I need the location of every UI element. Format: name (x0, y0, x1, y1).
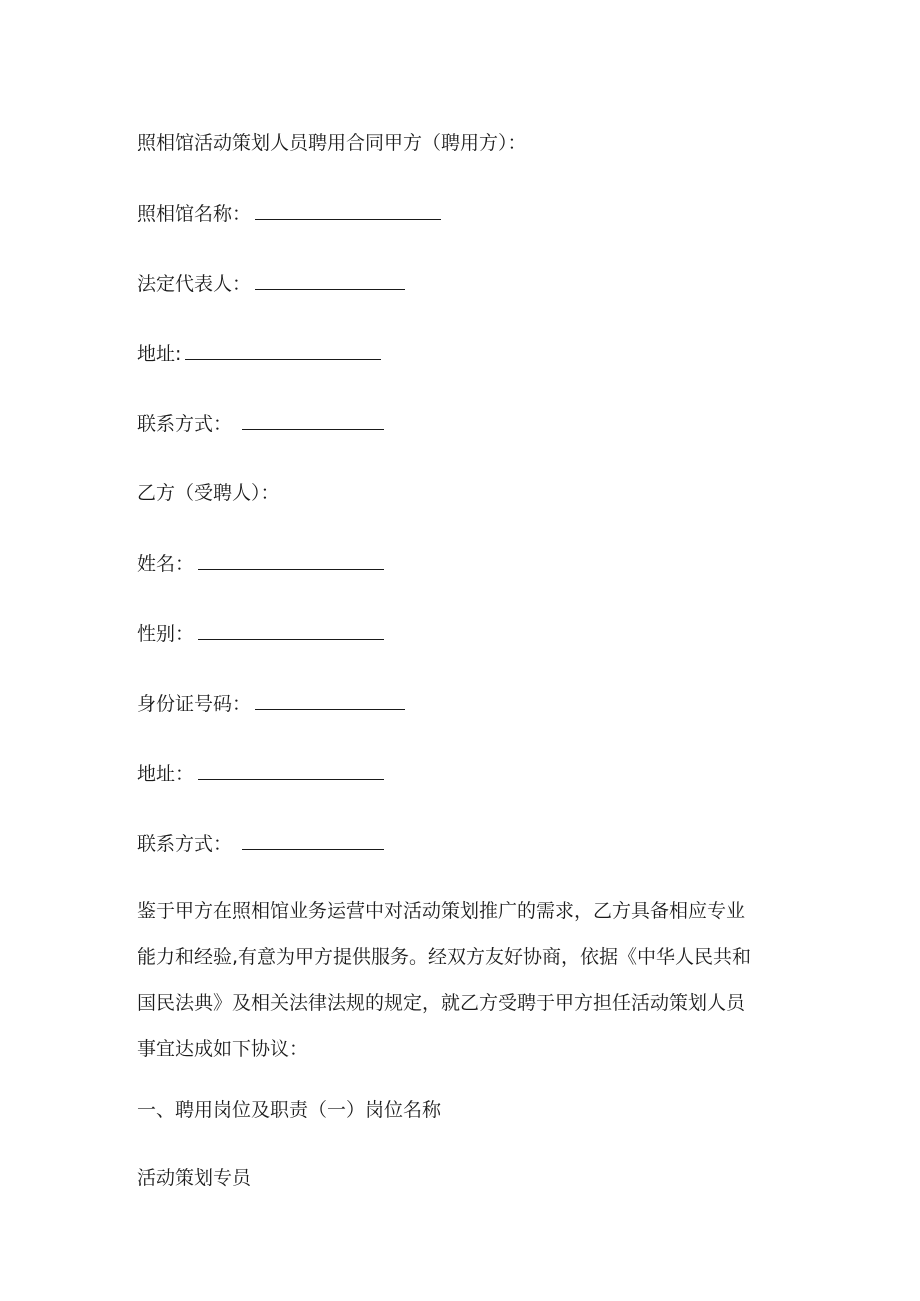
party-a-contact-row (137, 411, 384, 436)
preamble-line: 鉴于甲方在照相馆业务运营中对活动策划推广的需求，乙方具备相应专业 (137, 900, 746, 922)
legal-rep-row (137, 271, 405, 296)
section-1-heading (137, 1098, 441, 1122)
studio-name-row (137, 201, 441, 226)
party-b-gender-label: 性别： (137, 623, 195, 645)
party-b-name-label: 姓名： (137, 553, 195, 575)
party-b-heading (137, 481, 280, 505)
preamble-line: 国民法典》及相关法律法规的规定，就乙方受聘于甲方担任活动策划人员 (137, 992, 746, 1014)
party-b-id-row (137, 691, 405, 716)
party-a-contact-blank[interactable] (242, 411, 384, 430)
legal-rep-blank[interactable] (255, 271, 405, 290)
party-b-address-label: 地址： (137, 763, 195, 785)
party-a-address-row (137, 341, 381, 366)
studio-name-blank[interactable] (255, 201, 441, 220)
party-b-contact-row (137, 831, 384, 856)
title-text: 照相馆活动策划人员聘用合同甲方（聘用方）： (137, 132, 527, 154)
preamble-line: 事宜达成如下协议： (137, 1038, 309, 1060)
party-b-gender-blank[interactable] (198, 621, 384, 640)
party-b-address-row (137, 761, 384, 786)
party-b-name-blank[interactable] (198, 551, 384, 570)
position-name (137, 1166, 251, 1190)
studio-name-label: 照相馆名称： (137, 203, 252, 225)
party-b-heading-text: 乙方（受聘人）： (137, 482, 280, 504)
party-b-address-blank[interactable] (198, 761, 384, 780)
party-a-address-blank[interactable] (185, 341, 381, 360)
party-a-contact-label: 联系方式： (137, 413, 233, 435)
preamble-paragraph (137, 888, 797, 1072)
party-a-address-label: 地址: (137, 343, 182, 365)
party-b-gender-row (137, 621, 384, 646)
party-b-id-blank[interactable] (255, 691, 405, 710)
party-b-id-label: 身份证号码： (137, 693, 252, 715)
position-name-text: 活动策划专员 (137, 1167, 252, 1189)
party-b-name-row (137, 551, 384, 576)
section-1-heading-text: 一、聘用岗位及职责（一）岗位名称 (137, 1099, 442, 1121)
preamble-line: 能力和经验,有意为甲方提供服务。经双方友好协商，依据《中华人民共和 (137, 946, 752, 968)
party-b-contact-blank[interactable] (242, 831, 384, 850)
legal-rep-label: 法定代表人： (137, 273, 252, 295)
contract-title-line (137, 131, 527, 155)
party-b-contact-label: 联系方式： (137, 833, 233, 855)
